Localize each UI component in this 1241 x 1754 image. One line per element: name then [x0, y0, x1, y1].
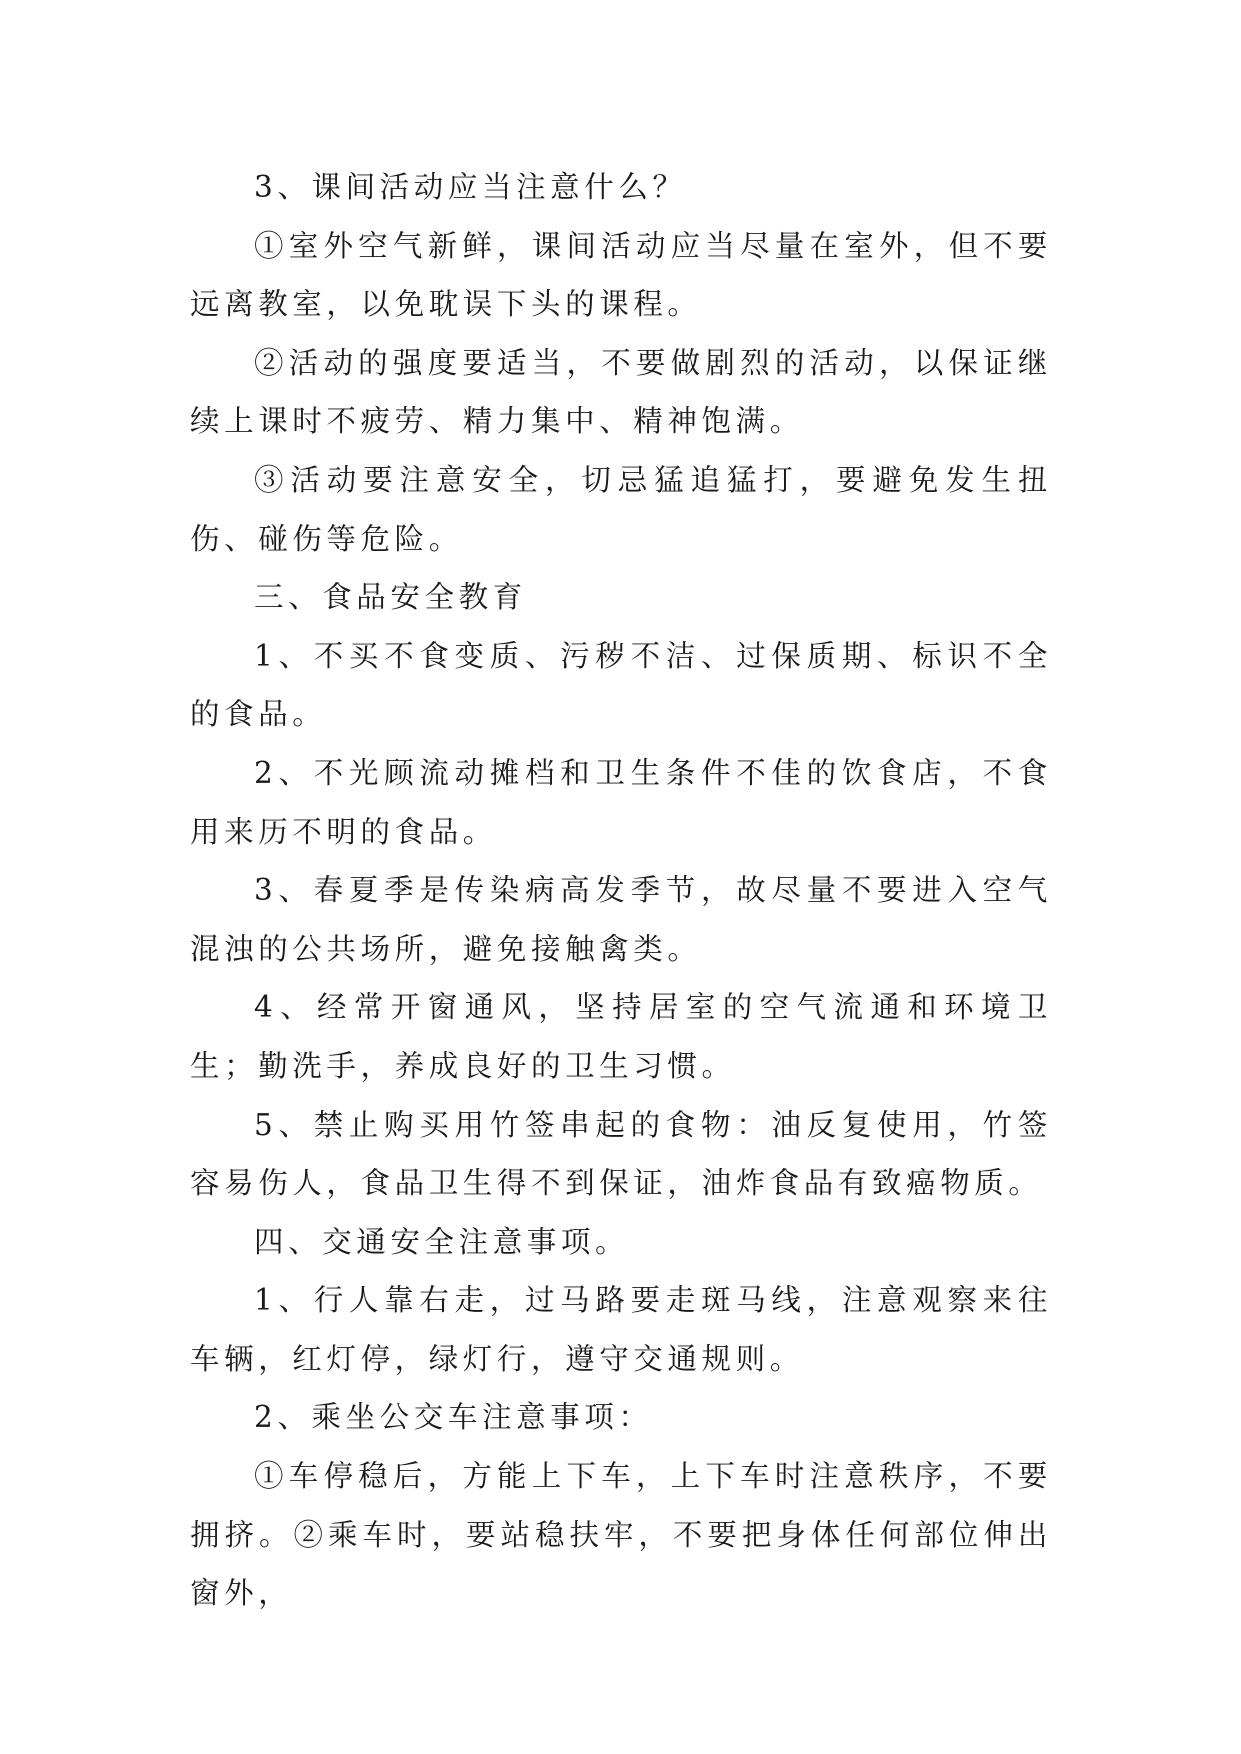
- document-body: [190, 158, 1052, 1623]
- paragraph-activity-safety: ③活动要注意安全，切忌猛追猛打，要避免发生扭伤、碰伤等危险。: [190, 462, 1052, 556]
- paragraph-traffic-item-2: 2、乘坐公交车注意事项：: [254, 1400, 653, 1435]
- paragraph-food-item-5: 5、禁止购买用竹签串起的食物：油反复使用，竹签容易伤人，食品卫生得不到保证，油炸食品有致癌物质。: [190, 1107, 1052, 1201]
- paragraph-activity-intensity: ②活动的强度要适当，不要做剧烈的活动，以保证继续上课时不疲劳、精力集中、精神饱满。: [190, 345, 1052, 439]
- paragraph-bus-rules: ①车停稳后，方能上下车，上下车时注意秩序，不要拥挤。②乘车时，要站稳扶牢，不要把身体任何部位伸出窗外，: [190, 1459, 1052, 1611]
- paragraph-food-item-4: 4、经常开窗通风，坚持居室的空气流通和环境卫生；勤洗手，养成良好的卫生习惯。: [190, 990, 1052, 1083]
- paragraph-outdoor-activity: ①室外空气新鲜，课间活动应当尽量在室外，但不要远离教室，以免耽误下头的课程。: [190, 228, 1052, 322]
- section-heading-food-safety: 三、食品安全教育: [254, 580, 527, 615]
- paragraph-food-item-3: 3、春夏季是传染病高发季节，故尽量不要进入空气混浊的公共场所，避免接触禽类。: [190, 873, 1052, 966]
- section-heading-traffic-safety: 四、交通安全注意事项。: [254, 1224, 630, 1259]
- paragraph-food-item-1: 1、不买不食变质、污秽不洁、过保质期、标识不全的食品。: [190, 638, 1052, 732]
- paragraph-traffic-item-1: 1、行人靠右走，过马路要走斑马线，注意观察来往车辆，红灯停，绿灯行，遵守交通规则。: [190, 1283, 1052, 1376]
- paragraph-food-item-2: 2、不光顾流动摊档和卫生条件不佳的饮食店，不食用来历不明的食品。: [190, 755, 1052, 849]
- paragraph-classbreak-question: 3、课间活动应当注意什么？: [254, 170, 687, 204]
